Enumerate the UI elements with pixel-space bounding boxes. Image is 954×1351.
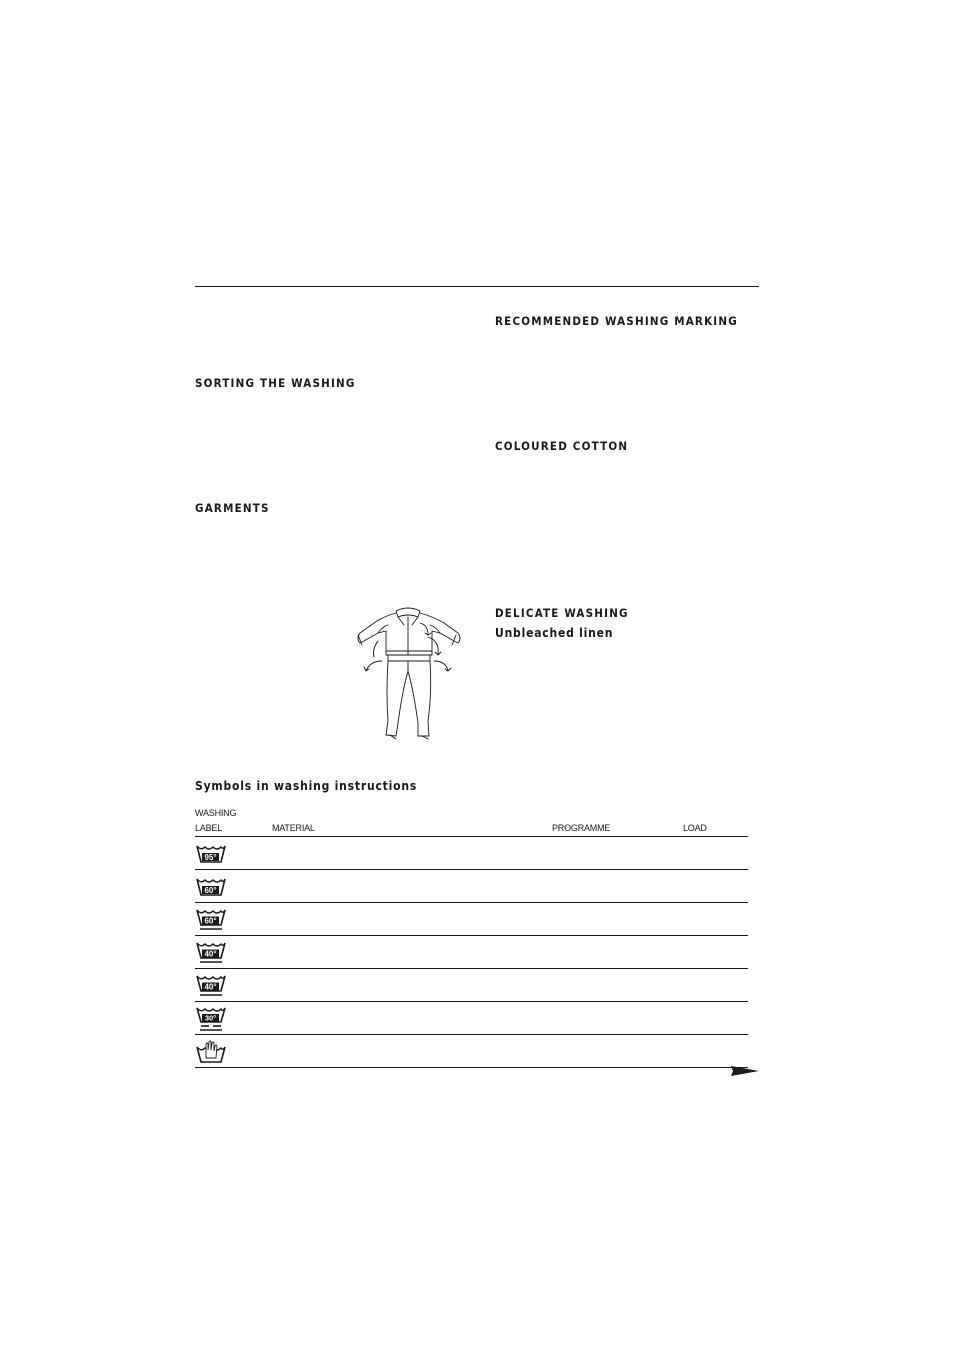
heading-delicate-washing: DELICATE WASHING	[495, 606, 629, 620]
hand-wash-icon	[196, 1040, 226, 1064]
heading-sorting-the-washing: SORTING THE WASHING	[195, 376, 356, 390]
table-row	[195, 1034, 748, 1068]
temperature-label: 60°	[204, 916, 217, 926]
garment-illustration	[352, 603, 464, 743]
header-material: MATERIAL	[272, 823, 315, 833]
wash-tub-icon	[196, 908, 226, 932]
table-row	[195, 1001, 748, 1034]
wash-tub-icon	[196, 974, 226, 998]
top-rule	[195, 286, 759, 287]
temperature-label: 40°	[204, 949, 217, 959]
header-label: LABEL	[195, 823, 223, 833]
wash-tub-icon	[196, 842, 226, 866]
temperature-label: 60°	[204, 886, 217, 895]
wash-tub-icon	[196, 941, 226, 965]
washing-symbols-table	[195, 836, 748, 1068]
table-row	[195, 935, 748, 968]
table-row	[195, 968, 748, 1001]
wash-tub-icon	[196, 875, 226, 899]
table-row	[195, 869, 748, 902]
next-page-arrow-icon[interactable]	[731, 1065, 759, 1077]
table-row	[195, 902, 748, 935]
temperature-label: 95°	[204, 853, 217, 862]
header-programme: PROGRAMME	[552, 823, 611, 833]
header-load: LOAD	[683, 823, 707, 833]
table-row	[195, 836, 748, 869]
heading-coloured-cotton: COLOURED COTTON	[495, 439, 629, 453]
subheading-symbols: Symbols in washing instructions	[195, 779, 418, 793]
heading-recommended-washing-marking: RECOMMENDED WASHING MARKING	[495, 314, 738, 328]
temperature-label: 40°	[204, 982, 217, 992]
subheading-unbleached-linen: Unbleached linen	[495, 626, 614, 640]
wash-tub-icon	[196, 1007, 226, 1031]
header-washing: WASHING	[195, 808, 237, 818]
temperature-label: 30°	[204, 1013, 217, 1023]
heading-garments: GARMENTS	[195, 501, 270, 515]
